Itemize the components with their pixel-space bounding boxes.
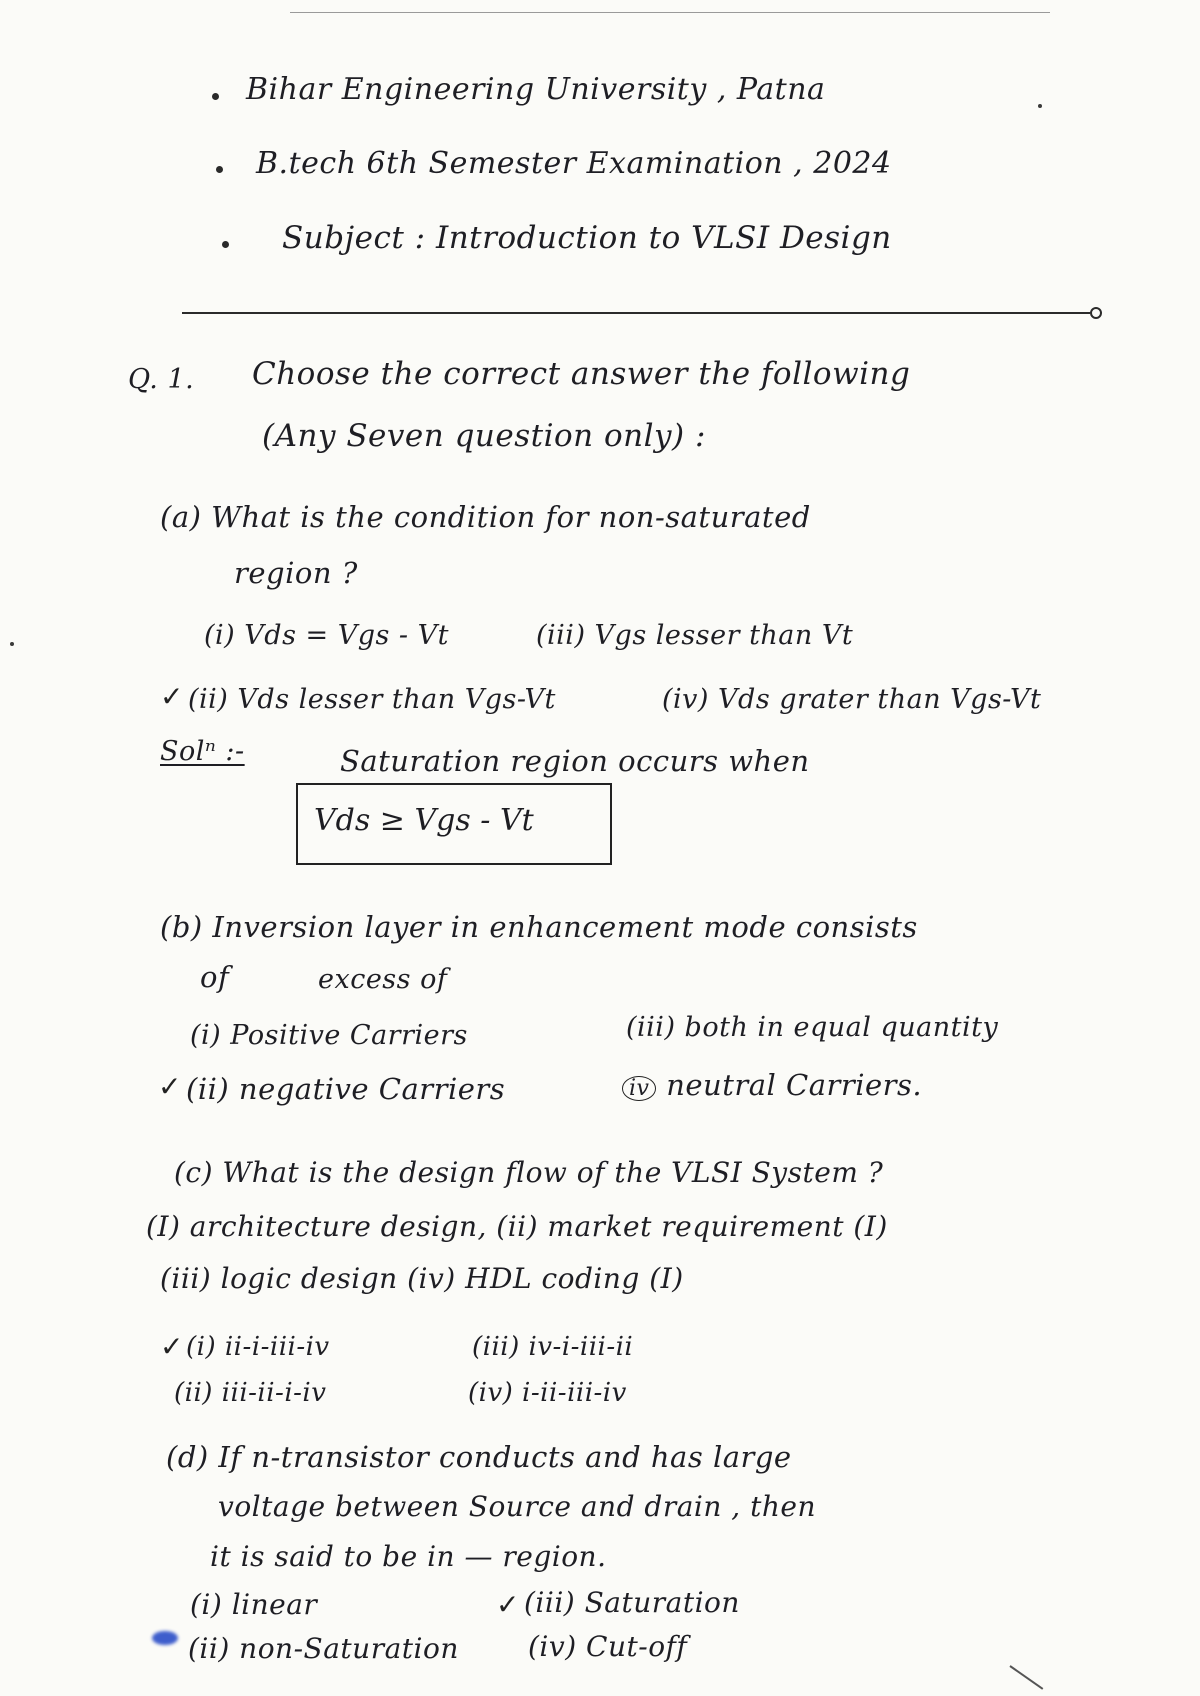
option-b-iii: (iii) both in equal quantity: [626, 1012, 999, 1043]
instruction-line-2: (Any Seven question only) :: [262, 418, 706, 454]
option-a-iv: (iv) Vds grater than Vgs-Vt: [662, 684, 1042, 715]
option-b-ii: (ii) negative Carriers: [186, 1072, 506, 1106]
question-b-line-2a: of: [200, 960, 230, 994]
checkmark-icon: ✓: [158, 1070, 182, 1103]
option-a-iii: (iii) Vgs lesser than Vt: [536, 620, 854, 651]
option-b-iv-text: neutral Carriers.: [666, 1068, 923, 1102]
checkmark-icon: ✓: [160, 680, 184, 713]
bullet-dot: [222, 241, 229, 248]
page-top-edge: [290, 12, 1050, 13]
option-d-i: (i) linear: [190, 1588, 318, 1621]
option-b-i: (i) Positive Carriers: [190, 1020, 468, 1051]
question-d-line-1: (d) If n-transistor conducts and has large: [166, 1440, 792, 1474]
bullet-dot: [216, 166, 223, 173]
option-c-i: (i) ii-i-iii-iv: [186, 1332, 330, 1362]
question-a-line-2: region ?: [234, 556, 358, 590]
question-c-steps-line-1: (I) architecture design, (ii) market requirement (I): [146, 1210, 888, 1243]
ink-speck: [10, 642, 14, 646]
option-c-iv: (iv) i-ii-iii-iv: [468, 1378, 627, 1408]
question-c: (c) What is the design flow of the VLSI System ?: [174, 1156, 884, 1189]
solution-label: Solⁿ :-: [160, 736, 245, 767]
bullet-dot: [212, 93, 219, 100]
ink-speck: [1038, 104, 1042, 108]
solution-text: Saturation region occurs when: [340, 744, 810, 778]
option-b-iv: [622, 1068, 922, 1102]
option-c-ii: (ii) iii-ii-i-iv: [174, 1378, 327, 1408]
ink-blot: [152, 1631, 178, 1645]
question-d-line-3: it is said to be in — region.: [210, 1540, 607, 1573]
boxed-condition: [296, 783, 612, 865]
question-d-line-2: voltage between Source and drain , then: [218, 1490, 816, 1523]
question-c-steps-line-2: (iii) logic design (iv) HDL coding (I): [160, 1262, 684, 1295]
question-b-line-2b: excess of: [318, 964, 448, 995]
exam-title: B.tech 6th Semester Examination , 2024: [256, 146, 892, 181]
option-c-iii: (iii) iv-i-iii-ii: [472, 1332, 634, 1362]
checkmark-icon: ✓: [160, 1330, 184, 1363]
page-corner-mark: [1009, 1665, 1043, 1690]
boxed-condition-text: Vds ≥ Vgs - Vt: [314, 803, 534, 838]
option-d-iv: (iv) Cut-off: [528, 1630, 688, 1663]
option-d-iii: (iii) Saturation: [524, 1586, 740, 1619]
question-a-line-1: (a) What is the condition for non-saturated: [160, 500, 811, 534]
option-d-ii: (ii) non-Saturation: [188, 1632, 459, 1665]
option-a-i: (i) Vds = Vgs - Vt: [204, 620, 449, 651]
header-divider-end: [1090, 307, 1102, 319]
university-name: Bihar Engineering University , Patna: [246, 72, 826, 107]
question-number: Q. 1.: [128, 364, 195, 395]
checkmark-icon: ✓: [496, 1588, 520, 1621]
circled-option-number: iv: [622, 1076, 656, 1101]
option-a-ii: (ii) Vds lesser than Vgs-Vt: [188, 684, 556, 715]
subject-title: Subject : Introduction to VLSI Design: [282, 220, 892, 256]
question-b-line-1: (b) Inversion layer in enhancement mode consists: [160, 910, 918, 944]
instruction-line-1: Choose the correct answer the following: [252, 356, 911, 392]
header-divider: [182, 312, 1090, 314]
